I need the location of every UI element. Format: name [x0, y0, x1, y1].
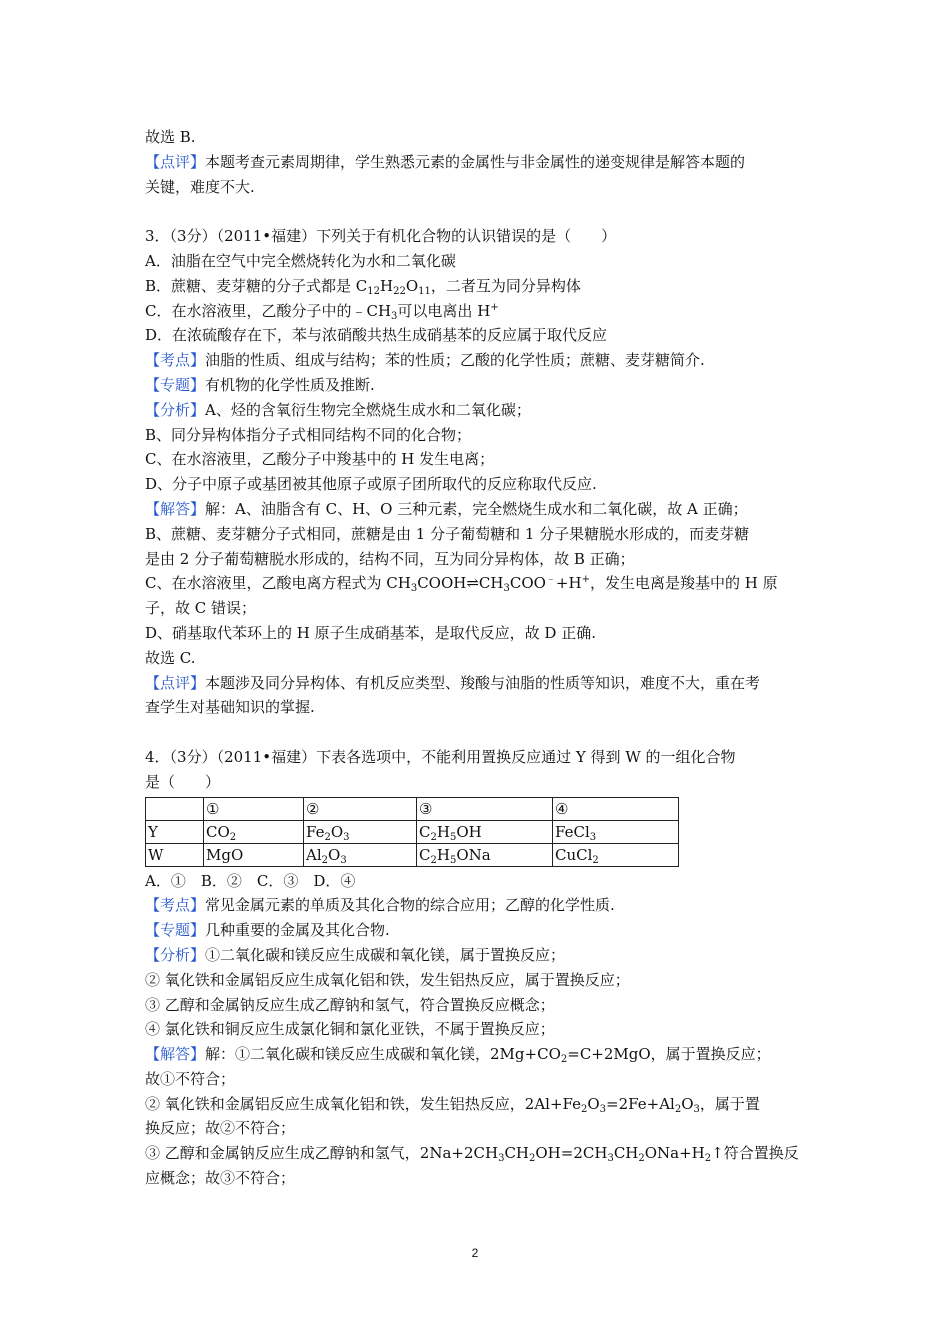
text-line: 是由 2 分子葡萄糖脱水形成的，结构不同，互为同分异构体，故 B 正确；	[145, 549, 635, 568]
text-span: 本题考查元素周期律，学生熟悉元素的金属性与非金属性的递变规律是解答本题的	[205, 152, 746, 171]
text-line: 故①不符合；	[145, 1069, 236, 1088]
text-line: B、同分异构体指分子式相同结构不同的化合物；	[145, 425, 472, 444]
question-title: 4．（3分）（2011•福建）下表各选项中，不能利用置换反应通过 Y 得到 W 的一组化合物	[145, 747, 736, 766]
answer-options: A．① B．② C．③ D．④	[145, 871, 356, 890]
option-b: B．蔗糖、麦芽糖的分子式都是 $C_{12}H_{22}O_{11}$，二者互为同分异构体	[145, 276, 581, 297]
option-a: A．油脂在空气中完全燃烧转化为水和二氧化碳	[145, 251, 456, 270]
page-number: 2	[471, 1246, 479, 1260]
section-tag: 【专题】	[145, 375, 206, 394]
option-c: C．在水溶液里，乙酸分子中的$﹣CH_3$可以电离出 H+	[145, 301, 499, 322]
text-line: 故选 B.	[145, 128, 196, 146]
text-line: 应概念；故③不符合；	[145, 1169, 296, 1188]
text-line: B、蔗糖、麦芽糖分子式相同，蔗糖是由 1 分子葡萄糖和 1 分子果糖脱水形成的，而麦芽糖	[145, 524, 750, 543]
text-line: 子，故 C 错误；	[145, 599, 257, 618]
text-line: ② 氧化铁和金属铝反应生成氧化铝和铁，发生铝热反应，$2Al+Fe_2O_3=2Fe+Al_2O_3$，属于置	[145, 1094, 760, 1115]
section-tag: 【考点】	[145, 896, 206, 915]
section-tag: 【点评】	[145, 673, 206, 692]
kaodian-line: 【考点】常见金属元素的单质及其化合物的综合应用；乙醇的化学性质.	[145, 896, 615, 915]
jieda-line: 【解答】解：A、油脂含有 C、H、O 三种元素，完全燃烧生成水和二氧化碳，故 A 正确；	[145, 499, 748, 518]
text-line: 查学生对基础知识的掌握.	[145, 698, 315, 717]
section-tag: 【专题】	[145, 921, 206, 940]
text-line: ④ 氯化铁和铜反应生成氯化铜和氯化亚铁，不属于置换反应；	[145, 1020, 555, 1039]
document-body	[145, 125, 815, 1191]
table-row: W MgO $Al_2O_3$ $C_2H_5ONa$ CuCl$_2$	[146, 843, 679, 866]
table-row: ① ② ③ ④	[146, 797, 679, 820]
text-line: 故选 C.	[145, 648, 196, 667]
text-line	[145, 150, 815, 175]
text-line: C、在水溶液里，乙酸电离方程式为 $CH_3COOH\rightleftharpoons CH_3COO^﹣+H^+$，发生电离是羧基中的 H 原	[145, 574, 778, 595]
fenxi-line: 【分析】A、烃的含氧衍生物完全燃烧生成水和二氧化碳；	[145, 400, 531, 419]
section-tag: 【点评】	[145, 152, 206, 171]
section-tag: 【考点】	[145, 351, 206, 370]
fenxi-line: 【分析】①二氧化碳和镁反应生成碳和氧化镁，属于置换反应；	[145, 945, 566, 964]
section-tag: 【解答】	[145, 1045, 206, 1064]
text-line: D、分子中原子或基团被其他原子或原子团所取代的反应称取代反应.	[145, 475, 597, 494]
dianping-line: 【点评】本题涉及同分异构体、有机反应类型、羧酸与油脂的性质等知识，难度不大，重在考	[145, 673, 761, 692]
section-tag: 【分析】	[145, 945, 206, 964]
compound-table	[145, 797, 679, 867]
question-title: 3．（3分）（2011•福建）下列关于有机化合物的认识错误的是（ ）	[145, 227, 617, 246]
text-line: D、硝基取代苯环上的 H 原子生成硝基苯，是取代反应，故 D 正确.	[145, 623, 596, 642]
text-line: 关键，难度不大.	[145, 177, 255, 196]
text-line: C、在水溶液里，乙酸分子中羧基中的 H 发生电离；	[145, 450, 495, 469]
question-title-cont: 是（ ）	[145, 772, 221, 791]
zhuanti-line: 【专题】有机物的化学性质及推断.	[145, 375, 375, 394]
section-tag: 【分析】	[145, 400, 206, 419]
text-line: ③ 乙醇和金属钠反应生成乙醇钠和氢气，符合置换反应概念；	[145, 995, 555, 1014]
table-row: Y $CO_2$ $Fe_2O_3$ $C_2H_5OH$ FeCl$_3$	[146, 820, 679, 843]
zhuanti-line: 【专题】几种重要的金属及其化合物.	[145, 921, 390, 940]
text-line: ③ 乙醇和金属钠反应生成乙醇钠和氢气，$2Na+2CH_3CH_2OH=2CH_3CH_2ONa+H_2↑$符合置换反	[145, 1144, 799, 1165]
text-line: ② 氧化铁和金属铝反应生成氧化铝和铁，发生铝热反应，属于置换反应；	[145, 970, 630, 989]
text-line: 换反应；故②不符合；	[145, 1119, 296, 1138]
kaodian-line: 【考点】油脂的性质、组成与结构；苯的性质；乙酸的化学性质；蔗糖、麦芽糖简介.	[145, 351, 705, 370]
jieda-line: 【解答】解：①二氧化碳和镁反应生成碳和氧化镁，$2Mg+CO_2=C+2MgO$，属于置换反应；	[145, 1045, 771, 1066]
section-tag: 【解答】	[145, 499, 206, 518]
option-d: D．在浓硫酸存在下，苯与浓硝酸共热生成硝基苯的反应属于取代反应	[145, 326, 608, 345]
